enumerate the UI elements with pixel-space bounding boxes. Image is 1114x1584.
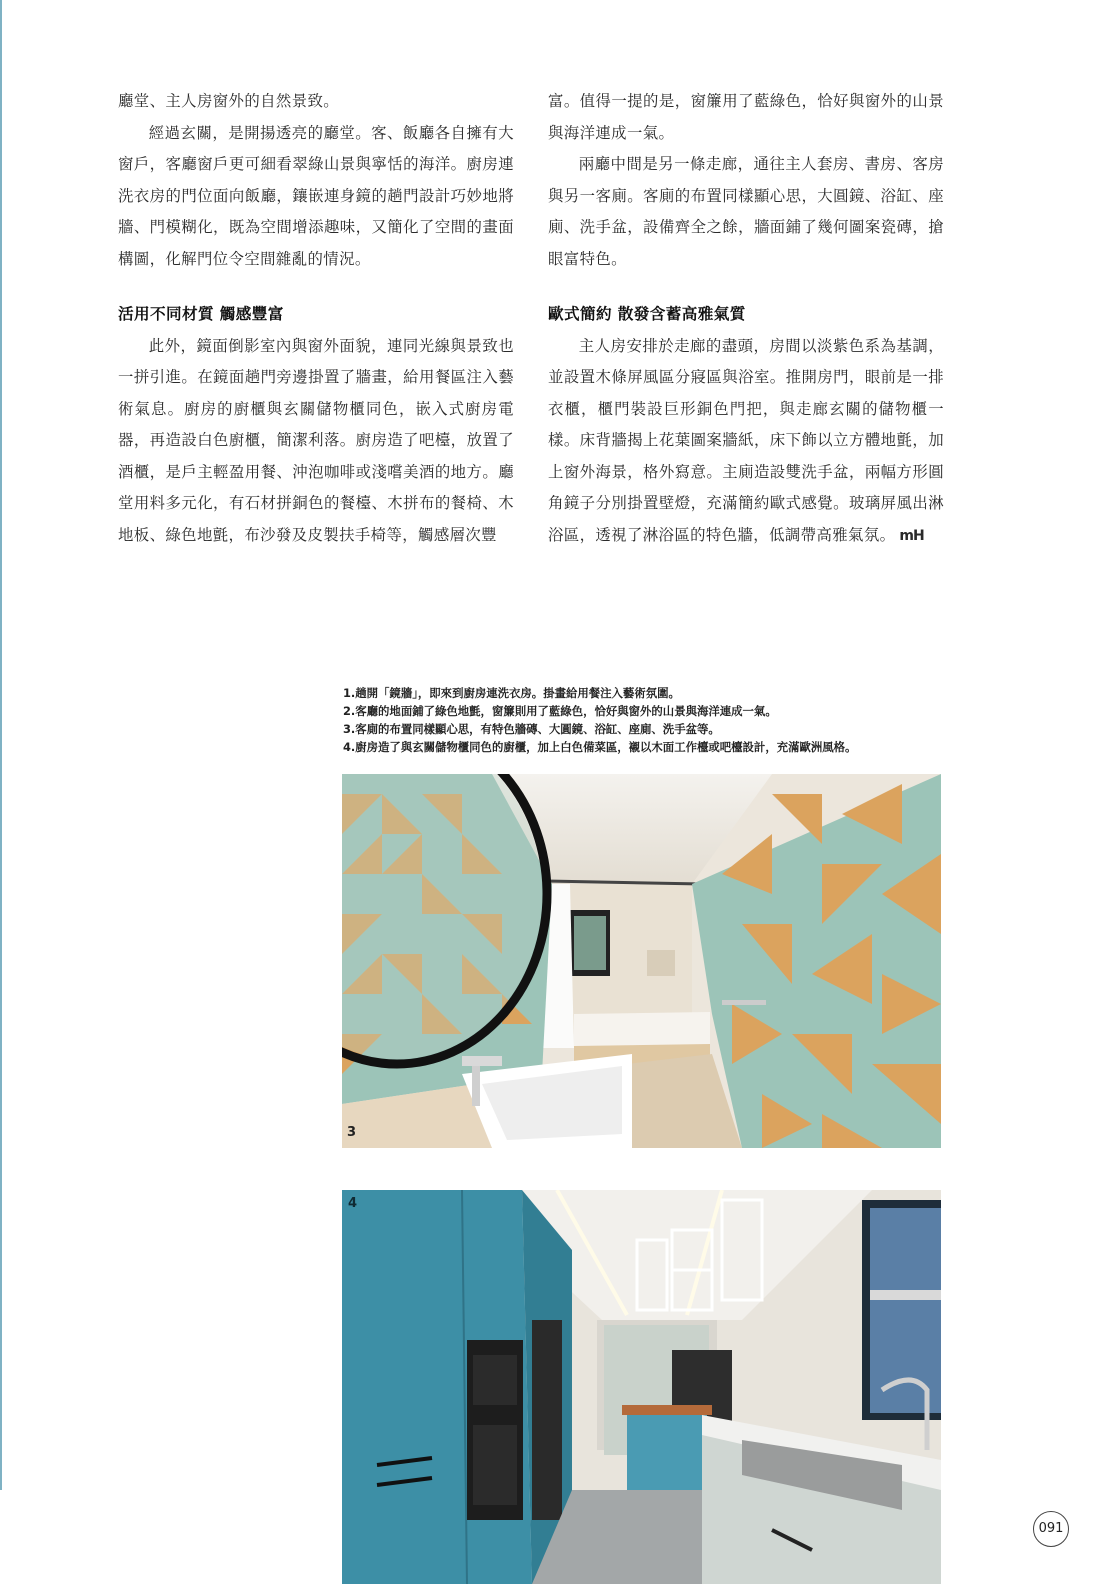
kitchen-photo — [342, 1190, 941, 1584]
caption-4: 4.廚房造了與玄關儲物櫃同色的廚櫃，加上白色備菜區，襯以木面工作檯或吧檯設計，充滿歐洲風格。 — [343, 740, 857, 754]
paragraph: 富。值得一提的是，窗簾用了藍綠色，恰好與窗外的山景與海洋連成一氣。 — [548, 92, 944, 142]
paragraph — [548, 331, 944, 553]
photo-captions — [343, 684, 943, 756]
paragraph: 兩廳中間是另一條走廊，通往主人套房、書房、客房與另一客廁。客廁的布置同樣顯心思，大圓鏡、浴缸、座廁、洗手盆，設備齊全之餘，牆面鋪了幾何圖案瓷磚，搶眼富特色。 — [548, 155, 944, 268]
caption-1: 1.趟開「鏡牆」，即來到廚房連洗衣房。掛畫給用餐注入藝術氛圍。 — [343, 686, 680, 700]
article-right-column — [548, 86, 944, 552]
bathroom-photo — [342, 774, 941, 1148]
page-number: 091 — [1033, 1511, 1069, 1547]
caption-3: 3.客廁的布置同樣顯心思，有特色牆磚、大圓鏡、浴缸、座廁、洗手盆等。 — [343, 722, 720, 736]
paragraph: 經過玄關，是開揚透亮的廳堂。客、飯廳各自擁有大窗戶，客廳窗戶更可細看翠綠山景與寧恬的海洋。廚房連洗衣房的門位面向飯廳，鑲嵌連身鏡的趟門設計巧妙地將牆、門模糊化，既為空間增添趣味，又簡化了空間的畫面構圖，化解門位令空間雜亂的情況。 — [118, 123, 514, 268]
page-edge-line — [0, 0, 2, 1490]
paragraph: 此外，鏡面倒影室內與窗外面貌，連同光線與景致也一拼引進。在鏡面趟門旁邊掛置了牆畫，給用餐區注入藝術氣息。廚房的廚櫃與玄關儲物櫃同色，嵌入式廚房電器，再造設白色廚櫃，簡潔利落。廚房造了吧檯，放置了酒櫃，是戶主輕盈用餐、沖泡咖啡或淺嚐美酒的地方。廳堂用料多元化，有石材拼銅色的餐檯、木拼布的餐椅、木地板、綠色地氈，布沙發及皮製扶手椅等，觸感層次豐 — [118, 336, 514, 544]
paragraph: 廳堂、主人房窗外的自然景致。 — [118, 92, 340, 110]
photo-number: 4 — [348, 1196, 358, 1211]
paragraph-text: 主人房安排於走廊的盡頭，房間以淡紫色系為基調，並設置木條屏風區分寢區與浴室。推開房門，眼前是一排衣櫃，櫃門裝設巨形銅色門把，與走廊玄關的儲物櫃一樣。床背牆揭上花葉圖案牆紙，床下飾以立方體地氈，加上窗外海景，格外寫意。主廁造設雙洗手盆，兩幅方形圓角鏡子分別掛置壁燈，充滿簡約歐式感覺。玻璃屏風出淋浴區，透視了淋浴區的特色牆，低調帶高雅氣氛。 — [548, 336, 944, 544]
section-heading: 活用不同材質 觸感豐富 — [118, 305, 284, 323]
section-heading: 歐式簡約 散發含蓄高雅氣質 — [548, 305, 746, 323]
photo-number: 3 — [347, 1125, 357, 1140]
caption-2: 2.客廳的地面鋪了綠色地氈，窗簾則用了藍綠色，恰好與窗外的山景與海洋連成一氣。 — [343, 704, 777, 718]
kitchen-illustration — [342, 1190, 941, 1584]
magazine-end-mark: mH — [899, 527, 924, 544]
bathroom-illustration — [342, 774, 941, 1148]
article-left-column — [118, 86, 514, 551]
